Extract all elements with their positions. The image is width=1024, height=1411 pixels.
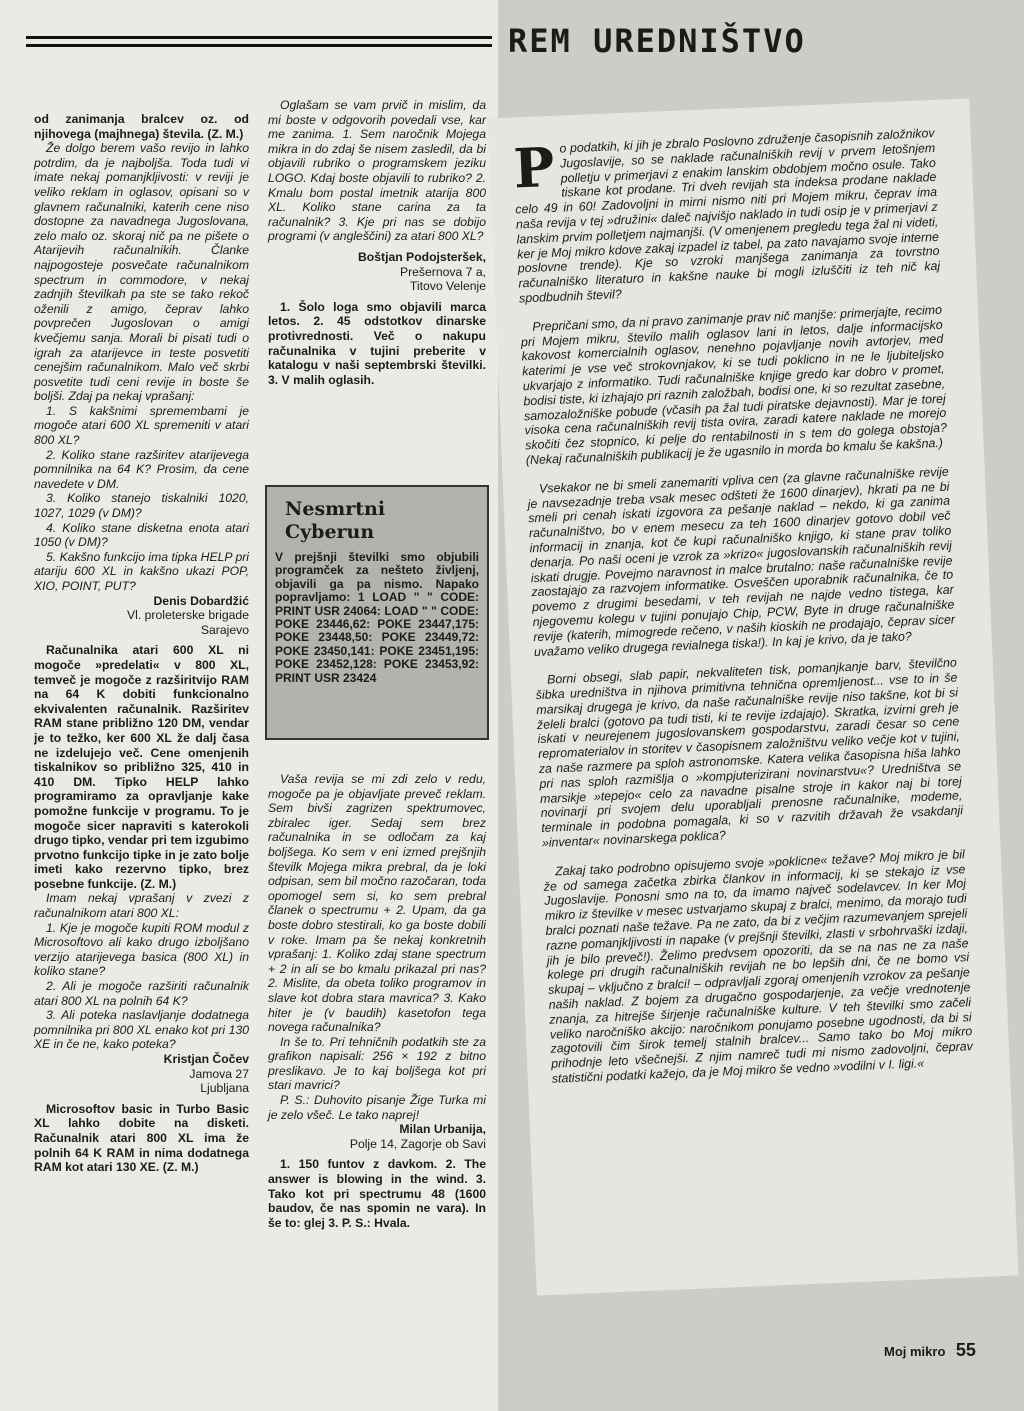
signature-city: Sarajevo	[200, 622, 249, 637]
signature-city: Titovo Velenje	[409, 279, 486, 294]
editorial-paragraph-4: Borni obsegi, slab papir, nekvaliteten tisk, pomanjkanje barv, številčno šibka uredništva in njihova primitivna tehnična opremljenost... vse to in še marsikaj drugega je krivo, da naše računalniške revije niso takšne, kot bi si želeli bralci (gotovo pa tudi tisti, ki te revije izdajajo). Skratka, izvirni greh je iskati v neurejenem jugoslovanskem gospodarstvu, zaradi česar so cene repromaterialov in storitev v časopisnem založništvu veliko večje kot v tujini, za naše razmere pa sploh astronomske. Katera velika časopisna hiša lahko pri nas sploh razmišlja o »kompjuterizirani novinarstvu«? Uredništva se marsikje »tepejo« celo za navadne pisalne stroje in kakor naj bi torej novinarji pri svojem delu uporabljali prenosne računalnike, modeme, terminale in podobna pomagala, ki so v razvitih državah že vsakdanji »inventar« novinarskega poklica?	[535, 655, 964, 851]
col1-letter-1: Že dolgo berem vašo revijo in lahko potrdim, da je najboljša. Toda tudi vi imate nekaj pomanjkljivosti: v reviji je veliko reklam in oglasov, opisani so v glavnem računalniki, katerih cene niso dostopne za navadnega Jugoslovana, zelo malo oz. skoraj nič pa ne pišete o Atarijevih računalnikih. Članke najpogosteje posvečate računalnikom spectrum in commodore, v nekaj zadnjih številkah pa ste se tako rekoč oženili z amigo, čeprav lahko povprečen Jugoslovan o amigi kvečjemu sanja. Morali bi pisati tudi o igrah za atarijevce in teste posvetiti cenejšim računalnikom. Malo več skrbi posvetite tudi ceni revije in boste še boljši. Zdaj pa nekaj vprašanj:	[34, 141, 249, 404]
box-text: V prejšnji številki smo objubili programček za nešteto življenj, objavili ga pa nismo. Napako popravljamo: 1 LOAD " " CODE: PRINT USR 24064: LOAD " " CODE: POKE 23446,62: POKE 23447,175: POKE 23448,50: POKE 23449,72: POKE 23450,141: POKE 23451,195: POKE 23452,128: POKE 23453,92: PRINT USR 23424	[275, 550, 479, 685]
col1-question-5: 5. Kakšno funkcijo ima tipka HELP pri atariju 600 XL in kakšno ukazi POP, XIO, POINT, PUT?	[34, 549, 249, 593]
signature-address: Jamova 27	[189, 1066, 249, 1081]
box-title-line-2: Cyberun	[285, 521, 375, 543]
column-2-top	[268, 98, 486, 387]
col1-question-3: 3. Koliko stanejo tiskalniki 1020, 1027, 1029 (v DM)?	[34, 491, 249, 521]
editorial-text	[513, 126, 975, 1101]
page-number: 55	[955, 1340, 976, 1360]
col2-letter-2-cont: In še to. Pri tehničnih podatkih ste za grafikon napisali: 256 × 192 z bitno preslikavo. Je to kaj boljšega kot pri stari mavrici?	[268, 1034, 486, 1093]
box-title-line-1: Nesmrtni	[285, 498, 386, 520]
col1-question-4: 4. Koliko stane disketna enota atari 1050 (v DM)?	[34, 520, 249, 550]
col1-letter-2: Imam nekaj vprašanj v zvezi z računalnikom atari 800 XL:	[34, 891, 249, 921]
col2-letter-2: Vaša revija se mi zdi zelo v redu, mogoče pa je objavljate preveč reklam. Sem bivši zagrizen spektrumovec, zbiralec iger. Sedaj sem brez računalnika in se odločam za kaj boljšega. Ko sem v eni izmed prejšnjih številk Mojega mikra prebral, da je loki odpisan, sem bil močno razočaran, toda opomogel sem si, ko sem prebral članek o spectrumu + 2. Upam, da ga boste dobro stestirali, ko ga boste dobili v roke. Imam pa še nekaj konkretnih vprašanj: 1. Koliko zdaj stane spectrum + 2 in ali se bo kmalu prikazal pri nas? 2. Mislite, da obeta toliko programov in slave kot dobra stara mavrica? 3. Kako hiter je (v baudih) kasetofon tega novega računalnika?	[268, 772, 486, 1035]
column-1	[34, 112, 249, 1175]
editorial-letter-card	[488, 98, 1019, 1295]
signature-address: Vl. proleterske brigade	[127, 608, 249, 623]
magazine-name: Moj mikro	[884, 1344, 946, 1359]
col2-letter-2-ps: P. S.: Duhovito pisanje Žige Turka mi je zelo všeč. Le tako naprej!	[268, 1093, 486, 1122]
col1-question-r2: 2. Ali je mogoče razširiti računalnik atari 800 XL na polnih 64 K?	[34, 979, 249, 1008]
editorial-paragraph-3: Vsekakor ne bi smeli zanemariti vpliva cen (za glavne računalniške revije je navsezadnje treba vsak mesec odšteti že 1600 dinarjev), hkrati pa ne bi smeli pri cenah iskati izgovora za pešanje naklad – nekdo, ki ga zanima računalništvo, bo v enem mesecu za teh 1600 dinarjev gotovo dobil več informacij in znanja, kot če kupi računalniško knjigo, ki stane prav toliko denarja. Po naši oceni je vzrok za »krizo« jugoslovanskih računalniških revij iskati drugje. Povejmo naravnost in malce brutalno: naše računalniške revije zaostajajo za razvojem informatike. Osveščen uporabnik računalnika, če to povemo z drugimi besedami, v teh revijah ne najde vedno tistega, kar njegovemu kolegu v tujini ponujajo Chip, PCW, Byte in druge računalniške revije (katerih, mimogrede rečeno, v naših kioskih ne prodajajo, čeprav sicer uvažamo veliko drugega revialnega tiska!). In kaj je krivo, da je tako?	[527, 464, 956, 659]
cyberun-box	[265, 485, 489, 740]
signature-name: Kristjan Čočev	[163, 1052, 249, 1066]
signature-city: Ljubljana	[200, 1081, 249, 1096]
col1-question-r3: 3. Ali poteka naslavljanje dodatnega pomnilnika pri 800 XL enako kot pri 130 XE in če ne, kako poteka?	[34, 1008, 249, 1052]
section-title: REM UREDNIŠTVO	[508, 22, 806, 60]
editorial-paragraph-2: Prepričani smo, da ni pravo zanimanje prav nič manjše: primerjajte, recimo pri Mojem mikru, število malih oglasov lani in letos, dalje informacijsko kakovost komercialnih oglasov, nenehno pojavljanje novih avtorjev, med katerimi je vse več strokovnjakov, ki se tudi poklicno in ne le ljubiteljsko ukvarjajo z informatiko. Tudi računalniške knjige gredo kar dobro v promet, bodisi tiste, ki izhajajo pri raznih založbah, bodisi one, ki so rezultat zasebne, samozaložniške pobude (včasih pa žal tudi piratske dejavnosti). Mar je torej visoka cena računalniških revij tista ovira, zaradi katere naklade ne morejo skočiti čez stopnico, ki pelje do rentabilnosti in s tem do golega obstoja? (Nekaj računalniških publikacij je že ugasnilo in morda bo kmalu še kakšna.)	[520, 302, 948, 468]
signature-name: Denis Dobardžić	[153, 593, 249, 608]
drop-cap: P	[512, 134, 556, 201]
col2-answer-2: 1. 150 funtov z davkom. 2. The answer is blowing in the wind. 3. Tako kot pri spectrumu 48 (1600 baudov, če nas spomin ne vara). In še to: glej 3. P. S.: Hvala.	[268, 1157, 486, 1230]
col1-answer-2: Microsoftov basic in Turbo Basic XL lahko dobite na disketi. Računalnik atari 800 XL ima že polnih 64 K RAM in nima dodatnega RAM kot atari 130 XE. (Z. M.)	[34, 1101, 249, 1175]
col1-answer-fragment: od zanimanja bralcev oz. od njihovega (majhnega) števila. (Z. M.)	[34, 112, 249, 141]
signature-address: Polje 14, Zagorje ob Savi	[349, 1136, 486, 1151]
column-2-bottom	[268, 772, 486, 1230]
header-rule-bottom	[26, 44, 492, 47]
col1-answer-1: Računalnika atari 600 XL ni mogoče »predelati« v 800 XL, temveč je mogoče z razširitvijo RAM na 64 K dobiti funkcionalno ekvivalenten računalnik. Razširitev RAM stane približno 120 DM, vendar je to težko, ker 600 XL že dalj časa ne izdelujejo več. Cene omenjenih tiskalnikov so približno 325, 410 in 410 DM. Tipko HELP lahko programiramo za opravljanje kake pomožne funkcije v programu. To je mogoče sicer napraviti s katerokoli drugo tipko, vendar pri tem izgubimo prvotno funkcijo tipke in je zato bolje imeti kako rezervno tipko, brez posebne funkcije. (Z. M.)	[34, 643, 249, 891]
col1-question-2: 2. Koliko stane razširitev atarijevega pomnilnika na 64 K? Prosim, da cene navedete v DM.	[34, 447, 249, 491]
editorial-paragraph-1-text: o podatkih, ki jih je zbralo Poslovno združenje časopisnih založnikov Jugoslavije, so se naklade računalniških revij v prvem letošnjem polletju v primerjavi z enakim lanskim obdobjem močno osule. Tako tiskane kot prodane. Tri dveh revijah sta indeksa prodane naklade celo 49 in 60! Zadovoljni in mirni nismo niti pri Mojem mikru, čeprav ima naša revija v tej »družini« daleč najvišjo naklado in tudi osip je v primerjavi z lanskim prvim polletjem najmanjši. (V omenjenem pregledu tega žal ni videti, ker je Moj mikro kdove zakaj izpadel iz tabel, pa zato navajamo svoje interne poslovne trende). Kje so vzroki manjšega zanimanja za tovrstno računalniško literaturo in kakšne nauke bi mogli izluščiti iz teh nič kaj spodbudnih števil?	[515, 125, 941, 306]
col1-question-r1: 1. Kje je mogoče kupiti ROM modul z Microsoftovo ali kako drugo izboljšano verzijo atarijevega basica (800 XL) in koliko stane?	[34, 920, 249, 979]
signature-name: Boštjan Podojsteršek,	[357, 249, 486, 264]
col2-answer-1: 1. Šolo loga smo objavili marca letos. 2. 45 odstotkov dinarske protivrednosti. Več o nakupu računalnika v tujini preberite v katalogu v naši septembrski številki. 3. V malih oglasih.	[268, 299, 486, 387]
signature-address: Prešernova 7 a,	[399, 264, 486, 279]
col1-question-1: 1. S kakšnimi spremembami je mogoče atari 600 XL spremeniti v atari 800 XL?	[34, 403, 249, 448]
signature-name: Milan Urbanija,	[399, 1122, 486, 1137]
header-rule-top	[26, 36, 492, 39]
page-footer	[884, 1340, 976, 1361]
editorial-paragraph-1	[513, 126, 941, 306]
col2-letter-1: Oglašam se vam prvič in mislim, da mi boste v odgovorih povedali vse, kar me zanima. 1. Sem naročnik Mojega mikra in do zdaj še nisem zasledil, da bi objavili rubriko o programskem jeziku LOGO. Kdaj boste objavili to rubriko? 2. Kmalu bom postal imetnik atarija 800 XL. Koliko stane carina za ta računalnik? 3. Kje pri nas se dobijo programi (v angleščini) za atari 800 XL?	[268, 98, 486, 244]
editorial-paragraph-5: Zakaj tako podrobno opisujemo svoje »poklicne« težave? Moj mikro je bil že od samega začetka zbirka člankov in informacij, ki se stekajo iz vse Jugoslavije. Ponosni smo na to, da imamo največ sodelavcev. In ker Moj mikro iz številke v mesec ustvarjamo skupaj z bralci, menimo, da morajo tudi bralci poznati naše težave. Pa ne zato, da bi z večjim razumevanjem sprejeli razne pomanjkljivosti in napake (v prejšnji številki, zlasti v srbohrvaški izdaji, jih je bilo preveč!). Želimo predvsem opozoriti, da se na nas ne za naše kolege pri drugih računalniških revijah ne bo lepših dni, če ne bomo vsi skupaj – vključno z bralci! – odpravljali zgoraj omenjenih vzrokov za pešanje naših naklad. Z bojem za drugačno gospodarjenje, za večje vrednotenje znanja, za hitrejše širjenje računalniške kulture. V teh številki smo začeli veliko naročniško akcijo: naročnikom ponujamo posebne ugodnosti, da bi si zagotovili čim širok temelj stalnih bralcev... Samo tako bo Moj mikro prihodnje leto všečnejši. Z njim namreč tudi mi nismo zadovoljni, čeprav statistični podatki kažejo, da je Moj mikro še vedno »vodilni v I. ligi.«	[543, 847, 974, 1086]
